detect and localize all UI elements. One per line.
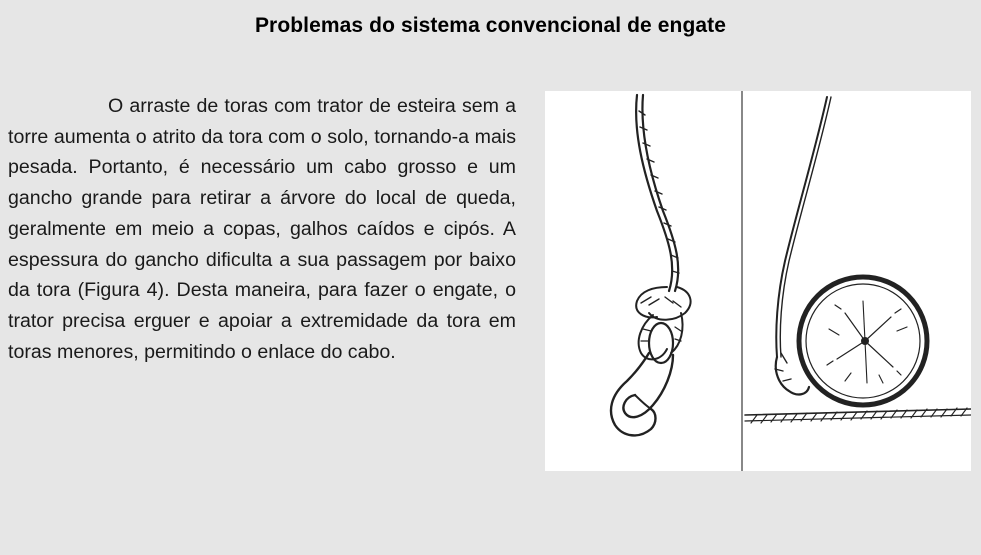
page-heading: Problemas do sistema convencional de engate (254, 14, 727, 37)
hook-illustration (545, 91, 971, 471)
rope-and-hook-drawing (611, 95, 691, 435)
body-paragraph: O arraste de toras com trator de esteira sem a torre aumenta o atrito da tora com o solo, tornando-a mais pesada. Portanto, é necessário um cabo grosso e um gancho grande para retirar a árvore do local de queda, geralmente em meio a copas, galhos caídos e cipós. A espessura do gancho dificulta a sua passagem por baixo da tora (Figura 4). Desta maneira, para fazer o engate, o trator precisa erguer e apoiar a extremidade da tora em toras menores, permitindo o enlace do cabo. (8, 95, 516, 363)
log-and-cable-drawing (745, 97, 971, 423)
